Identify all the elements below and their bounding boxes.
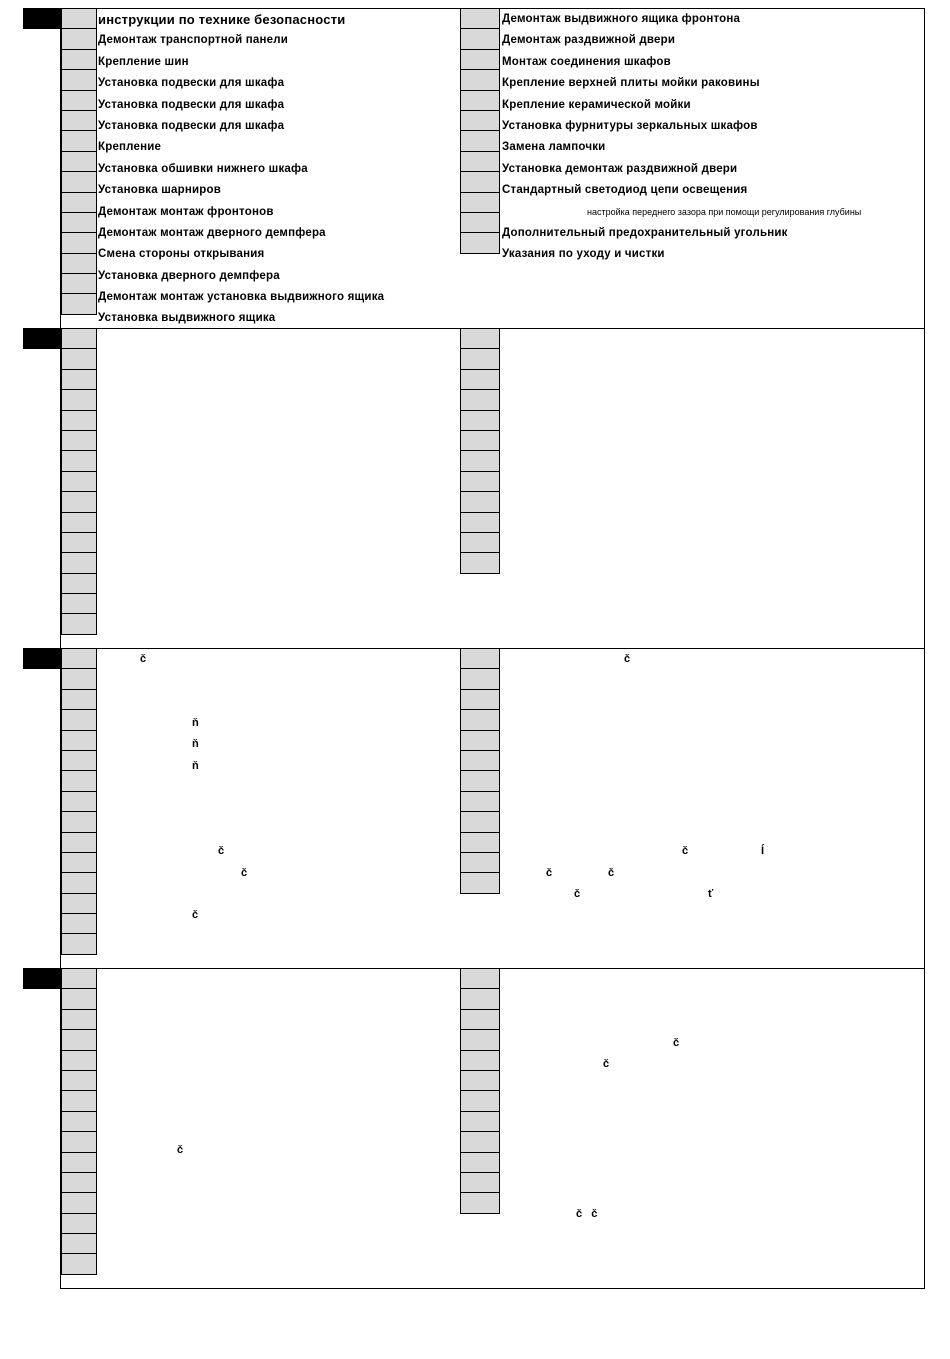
checkbox[interactable] bbox=[61, 872, 97, 893]
checkbox[interactable] bbox=[460, 192, 500, 213]
checkbox[interactable] bbox=[460, 791, 500, 812]
checkbox[interactable] bbox=[61, 151, 97, 172]
glyph-mark: č bbox=[574, 888, 581, 900]
checkbox[interactable] bbox=[61, 49, 97, 70]
list-item: Демонтаж монтаж дверного демпфера bbox=[98, 226, 326, 239]
glyph-mark: č bbox=[603, 1058, 610, 1070]
checkbox[interactable] bbox=[61, 1213, 97, 1234]
checkbox[interactable] bbox=[460, 450, 500, 471]
list-item: Установка демонтаж раздвижной двери bbox=[502, 162, 738, 175]
glyph-mark: č bbox=[192, 909, 199, 921]
glyph-mark: ň bbox=[192, 717, 199, 729]
checkbox[interactable] bbox=[61, 832, 97, 853]
checkbox[interactable] bbox=[460, 410, 500, 431]
checkbox[interactable] bbox=[61, 28, 97, 49]
checkbox[interactable] bbox=[460, 1111, 500, 1132]
checkbox[interactable] bbox=[61, 1131, 97, 1152]
list-item: Установка шарниров bbox=[98, 184, 221, 197]
checkbox[interactable] bbox=[61, 450, 97, 471]
checkbox[interactable] bbox=[460, 750, 500, 771]
checkbox[interactable] bbox=[61, 171, 97, 192]
glyph-mark: č bbox=[218, 845, 225, 857]
list-item: Крепление керамической мойки bbox=[502, 98, 691, 111]
checkbox[interactable] bbox=[460, 1090, 500, 1111]
checkbox[interactable] bbox=[61, 1253, 97, 1274]
checkbox[interactable] bbox=[61, 593, 97, 614]
checkbox[interactable] bbox=[61, 532, 97, 553]
section-3-right-checkboxes bbox=[460, 648, 500, 894]
checkbox[interactable] bbox=[61, 369, 97, 390]
checkbox[interactable] bbox=[460, 770, 500, 791]
checkbox[interactable] bbox=[61, 988, 97, 1009]
checkbox[interactable] bbox=[61, 293, 97, 314]
glyph-mark: č bbox=[177, 1144, 184, 1156]
checkbox[interactable] bbox=[61, 1070, 97, 1091]
section-3-tab bbox=[23, 648, 61, 669]
checkbox[interactable] bbox=[61, 512, 97, 533]
list-item: Крепление шин bbox=[98, 55, 189, 68]
checkbox[interactable] bbox=[460, 1029, 500, 1050]
checkbox[interactable] bbox=[460, 348, 500, 369]
list-item: Стандартный светодиод цепи освещения bbox=[502, 184, 748, 197]
section-1-left-checkboxes bbox=[61, 8, 97, 315]
checkbox[interactable] bbox=[61, 1029, 97, 1050]
checkbox[interactable] bbox=[61, 852, 97, 873]
section-1-right-list bbox=[502, 9, 922, 266]
checkbox[interactable] bbox=[460, 430, 500, 451]
checkbox[interactable] bbox=[460, 28, 500, 49]
glyph-mark: č bbox=[546, 867, 553, 879]
list-item: Демонтаж монтаж фронтонов bbox=[98, 205, 274, 218]
checkbox[interactable] bbox=[460, 1050, 500, 1071]
section-4-right-checkboxes bbox=[460, 968, 500, 1214]
glyph-mark: ň bbox=[192, 738, 199, 750]
list-item: Установка обшивки нижнего шкафа bbox=[98, 162, 308, 175]
section-4-tab bbox=[23, 968, 61, 989]
checkbox[interactable] bbox=[61, 212, 97, 233]
checkbox[interactable] bbox=[61, 791, 97, 812]
checkbox[interactable] bbox=[460, 832, 500, 853]
checkbox[interactable] bbox=[61, 328, 97, 349]
checkbox[interactable] bbox=[61, 913, 97, 934]
section-3-left-checkboxes bbox=[61, 648, 97, 955]
checkbox[interactable] bbox=[61, 1111, 97, 1132]
section-2-tab bbox=[23, 328, 61, 349]
checkbox[interactable] bbox=[61, 1172, 97, 1193]
checkbox[interactable] bbox=[460, 1070, 500, 1091]
checkbox[interactable] bbox=[460, 811, 500, 832]
list-item: настройка переднего зазора при помощи регулирования глубины bbox=[587, 206, 862, 217]
list-item: Демонтаж раздвижной двери bbox=[502, 34, 676, 47]
section-1 bbox=[60, 8, 925, 329]
section-2-left-checkboxes bbox=[61, 328, 97, 635]
checkbox[interactable] bbox=[61, 750, 97, 771]
checkbox[interactable] bbox=[460, 648, 500, 669]
checkbox[interactable] bbox=[61, 130, 97, 151]
checkbox[interactable] bbox=[460, 709, 500, 730]
checkbox[interactable] bbox=[460, 90, 500, 111]
checkbox[interactable] bbox=[61, 968, 97, 989]
glyph-mark: č bbox=[624, 653, 631, 665]
section-1-right-checkboxes bbox=[460, 8, 500, 254]
checkbox[interactable] bbox=[61, 1050, 97, 1071]
checkbox[interactable] bbox=[460, 1192, 500, 1213]
checkbox[interactable] bbox=[61, 1233, 97, 1254]
checkbox[interactable] bbox=[460, 668, 500, 689]
checkbox[interactable] bbox=[460, 69, 500, 90]
list-item: Монтаж соединения шкафов bbox=[502, 55, 671, 68]
glyph-mark: ň bbox=[192, 760, 199, 772]
checkbox[interactable] bbox=[460, 988, 500, 1009]
list-item: Установка подвески для шкафа bbox=[98, 119, 285, 132]
checkbox[interactable] bbox=[61, 893, 97, 914]
checkbox[interactable] bbox=[61, 192, 97, 213]
checkbox[interactable] bbox=[460, 872, 500, 893]
checkbox[interactable] bbox=[61, 491, 97, 512]
glyph-mark: č bbox=[140, 653, 147, 665]
section-1-tab bbox=[23, 8, 61, 29]
list-item: Указания по уходу и чистки bbox=[502, 248, 665, 261]
checkbox[interactable] bbox=[61, 552, 97, 573]
checkbox[interactable] bbox=[460, 1172, 500, 1193]
list-item: Демонтаж выдвижного ящика фронтона bbox=[502, 13, 741, 25]
checkbox[interactable] bbox=[460, 532, 500, 553]
list-item: Установка подвески для шкафа bbox=[98, 98, 285, 111]
checkbox[interactable] bbox=[460, 1009, 500, 1030]
checkbox[interactable] bbox=[61, 770, 97, 791]
glyph-mark: č bbox=[241, 867, 248, 879]
section-4-left-checkboxes bbox=[61, 968, 97, 1275]
checkbox[interactable] bbox=[61, 253, 97, 274]
list-item: Дополнительный предохранительный угольник bbox=[502, 226, 788, 239]
checkbox[interactable] bbox=[61, 389, 97, 410]
list-item: Крепление верхней плиты мойки раковины bbox=[502, 77, 760, 90]
checkbox[interactable] bbox=[460, 389, 500, 410]
glyph-mark: Í bbox=[761, 845, 765, 857]
checkbox[interactable] bbox=[460, 1131, 500, 1152]
list-item: Смена стороны открывания bbox=[98, 248, 265, 261]
section-3 bbox=[60, 648, 925, 969]
checkbox[interactable] bbox=[460, 369, 500, 390]
checkbox[interactable] bbox=[460, 968, 500, 989]
checkbox[interactable] bbox=[61, 933, 97, 954]
checkbox[interactable] bbox=[61, 573, 97, 594]
list-item: Установка выдвижного ящика bbox=[98, 312, 276, 325]
checkbox[interactable] bbox=[460, 151, 500, 172]
checkbox[interactable] bbox=[61, 69, 97, 90]
checkbox[interactable] bbox=[61, 709, 97, 730]
checkbox[interactable] bbox=[460, 212, 500, 233]
checkbox[interactable] bbox=[61, 689, 97, 710]
checkbox[interactable] bbox=[460, 512, 500, 533]
list-item: инструкции по технике безопасности bbox=[98, 12, 346, 27]
checkbox[interactable] bbox=[460, 1152, 500, 1173]
checkbox[interactable] bbox=[460, 8, 500, 29]
checkbox[interactable] bbox=[460, 491, 500, 512]
checkbox[interactable] bbox=[460, 232, 500, 253]
list-item: Демонтаж монтаж установка выдвижного ящика bbox=[98, 291, 385, 304]
checkbox[interactable] bbox=[61, 471, 97, 492]
glyph-mark: č č bbox=[576, 1208, 598, 1220]
section-2-right-checkboxes bbox=[460, 328, 500, 574]
checkbox[interactable] bbox=[460, 49, 500, 70]
checkbox[interactable] bbox=[460, 552, 500, 573]
section-1-left-list bbox=[98, 9, 458, 330]
list-item: Демонтаж транспортной панели bbox=[98, 34, 289, 47]
checkbox[interactable] bbox=[61, 1090, 97, 1111]
checkbox[interactable] bbox=[61, 811, 97, 832]
section-4 bbox=[60, 968, 925, 1289]
glyph-mark: č bbox=[673, 1037, 680, 1049]
list-item: Установка подвески для шкафа bbox=[98, 77, 285, 90]
checkbox[interactable] bbox=[61, 410, 97, 431]
checkbox[interactable] bbox=[61, 1009, 97, 1030]
checkbox[interactable] bbox=[460, 328, 500, 349]
checkbox[interactable] bbox=[61, 1152, 97, 1173]
checkbox[interactable] bbox=[61, 730, 97, 751]
glyph-mark: ť bbox=[708, 888, 714, 900]
glyph-mark: č bbox=[682, 845, 689, 857]
checkbox[interactable] bbox=[61, 232, 97, 253]
list-item: Замена лампочки bbox=[502, 141, 606, 154]
checkbox[interactable] bbox=[460, 471, 500, 492]
list-item: Установка дверного демпфера bbox=[98, 269, 280, 282]
checkbox[interactable] bbox=[61, 668, 97, 689]
checkbox[interactable] bbox=[61, 110, 97, 131]
checkbox[interactable] bbox=[61, 348, 97, 369]
checkbox[interactable] bbox=[460, 130, 500, 151]
checkbox[interactable] bbox=[460, 852, 500, 873]
checkbox[interactable] bbox=[61, 8, 97, 29]
section-2 bbox=[60, 328, 925, 649]
checkbox[interactable] bbox=[61, 273, 97, 294]
list-item: Установка фурнитуры зеркальных шкафов bbox=[502, 119, 758, 132]
checkbox[interactable] bbox=[61, 613, 97, 634]
checkbox[interactable] bbox=[460, 730, 500, 751]
checkbox[interactable] bbox=[61, 648, 97, 669]
glyph-mark: č bbox=[608, 867, 615, 879]
checkbox[interactable] bbox=[460, 171, 500, 192]
checkbox[interactable] bbox=[460, 689, 500, 710]
checkbox[interactable] bbox=[61, 1192, 97, 1213]
checkbox[interactable] bbox=[460, 110, 500, 131]
checkbox[interactable] bbox=[61, 430, 97, 451]
checkbox[interactable] bbox=[61, 90, 97, 111]
list-item: Крепление bbox=[98, 141, 162, 154]
